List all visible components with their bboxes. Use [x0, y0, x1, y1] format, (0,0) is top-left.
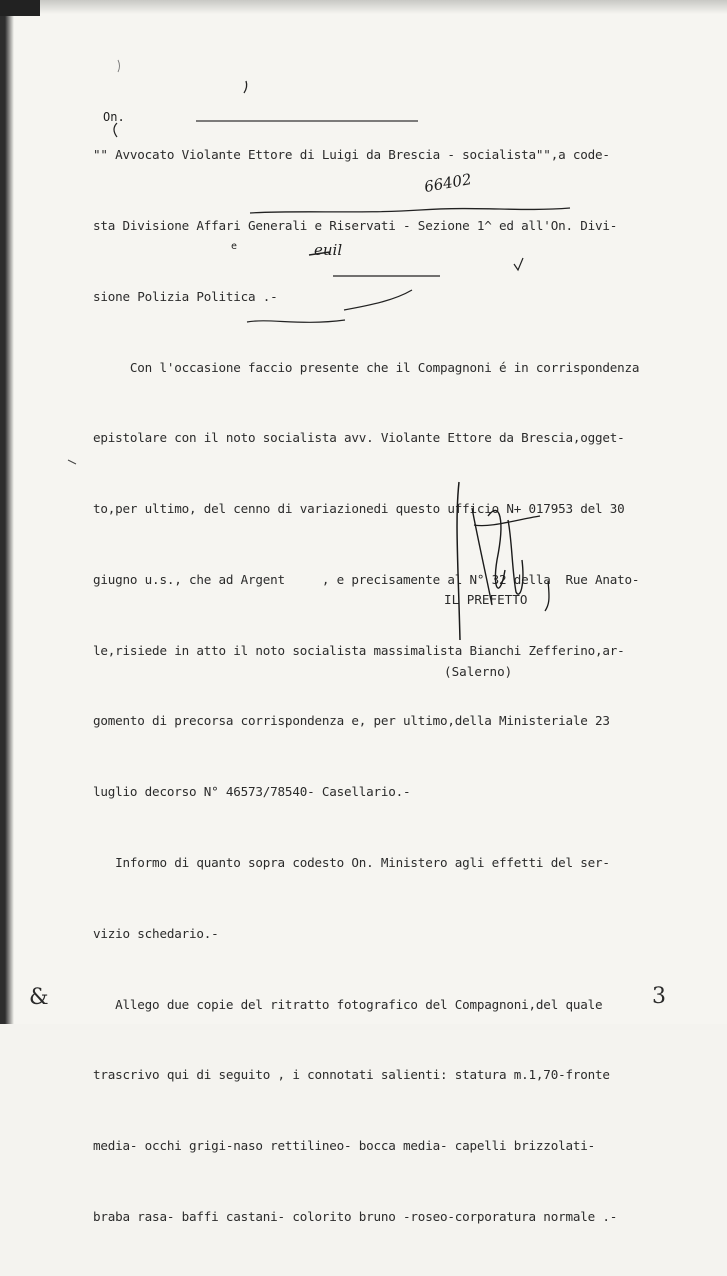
page-number: 3 [652, 984, 666, 1009]
underline [247, 320, 345, 322]
body-line: Con l'occasione faccio presente che il Compagnoni é in corrispondenza [93, 359, 640, 375]
body-line: Informo di quanto sopra codesto On. Ministero agli effetti del ser- [93, 855, 610, 870]
body-line: braba rasa- baffi castani- colorito bruno -roseo-corporatura normale .- [93, 1208, 618, 1224]
body-line: sta Divisione Affari Generali e Riservati - Sezione 1^ ed all'On. Divi- [93, 217, 618, 233]
body-line: to,per ultimo, del cenno di variazionedi questo ufficio N+ 017953 del 30 [93, 501, 625, 517]
body-line: Allego due copie del ritratto fotografico del Compagnoni,del quale [93, 996, 603, 1012]
signature-stroke [457, 482, 460, 640]
body-line: trascrivo qui di seguito , i connotati salienti: statura m.1,70-fronte [93, 1067, 610, 1083]
body-line: gomento di precorsa corrispondenza e, per ultimo,della Ministeriale 23 [93, 713, 610, 729]
body-line: sione Polizia Politica .- [93, 288, 278, 304]
body-line: media- occhi grigi-naso rettilineo- bocca media- capelli brizzolati- [93, 1138, 595, 1154]
signature-stroke [488, 510, 505, 588]
handwritten-place: euil [314, 241, 343, 259]
underline [250, 208, 570, 213]
body-line: le,risiede in atto il noto socialista massimalista Bianchi Zefferino,ar- [93, 642, 625, 658]
ink-stroke [344, 290, 412, 310]
handwritten-e: e [231, 241, 238, 252]
body-line: giugno u.s., che ad Argent , e precisamente al N° 32 della Rue Anato- [93, 571, 640, 587]
scan-smudge [118, 60, 120, 72]
tick-mark [244, 81, 247, 93]
body-line: epistolare con il noto socialista avv. Violante Ettore da Brescia,ogget- [93, 430, 625, 446]
signature-stroke [545, 581, 549, 611]
bracket-mark [114, 123, 117, 137]
corner-mark: & [29, 985, 49, 1010]
check-mark [514, 258, 523, 270]
body-line: luglio decorso N° 46573/78540- Casellario.- [93, 784, 411, 800]
signature-stroke [474, 516, 540, 526]
signature-name: (Salerno) [444, 664, 513, 679]
handwritten-on: On. [103, 110, 125, 124]
ink-stroke [309, 252, 330, 255]
handwritten-number: 66402 [422, 169, 473, 197]
signature-title: IL PREFETTO [444, 592, 528, 607]
signature-stroke [508, 520, 523, 594]
margin-mark [68, 460, 76, 464]
body-line: vizio schedario.- [93, 925, 219, 941]
signature-stroke [472, 508, 492, 605]
body-line: "" Avvocato Violante Ettore di Luigi da Brescia - socialista"",a code- [93, 147, 610, 163]
